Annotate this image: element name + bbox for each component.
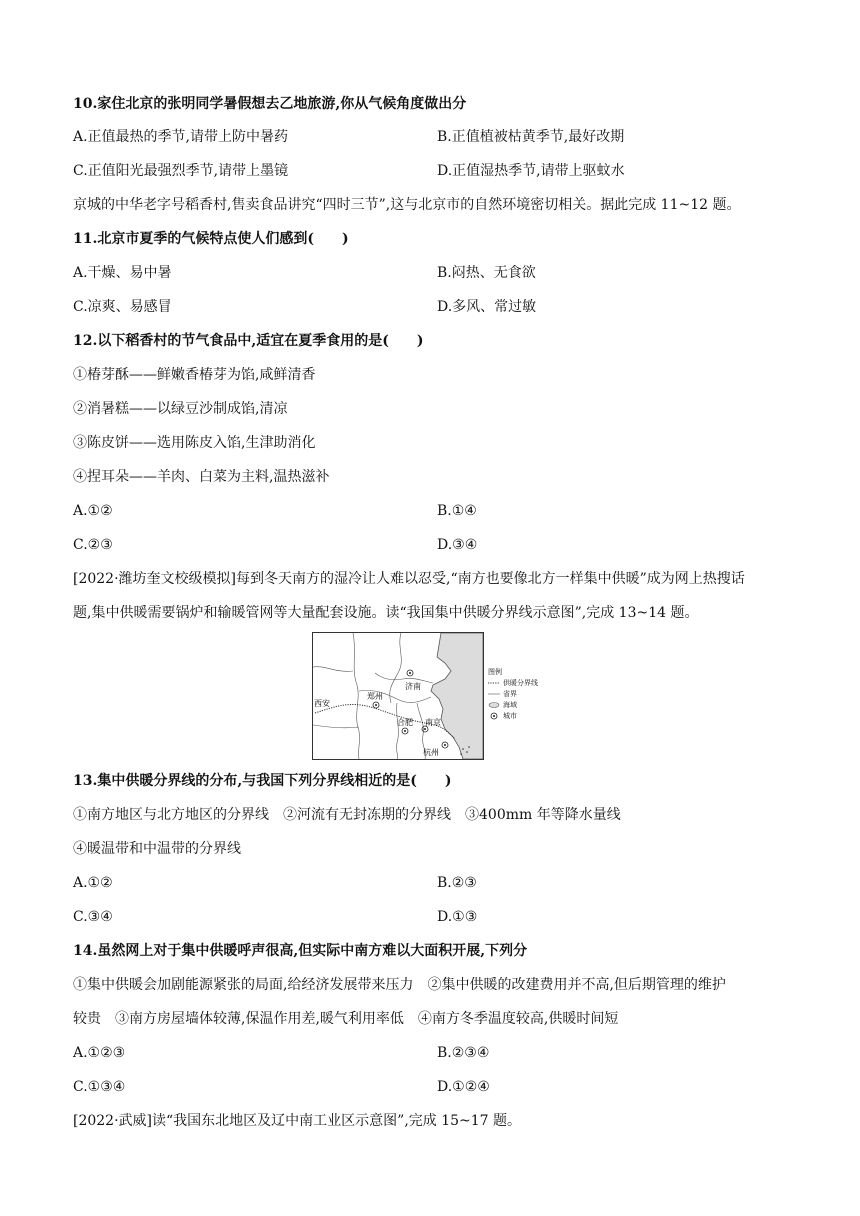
- q12-option-c: C.②③: [73, 537, 113, 553]
- q12-option-a: A.①②: [73, 503, 113, 519]
- q10-option-c: C.正值阳光最强烈季节,请带上墨镜: [73, 163, 289, 179]
- intro-13-14-line1: [2022·潍坊奎文校级模拟]每到冬天南方的湿冷让人难以忍受,“南方也要像北方一样集中供暖”成为网上热搜话: [73, 571, 745, 587]
- q12-option-b: B.①④: [437, 503, 477, 519]
- q14-option-b: B.②③④: [437, 1045, 490, 1061]
- q13-option-b: B.②③: [437, 875, 477, 891]
- q14-option-c: C.①③④: [73, 1079, 126, 1095]
- sea-area: [431, 633, 483, 759]
- city-nanjing: [422, 717, 441, 732]
- legend-province-border-label: 省界: [503, 689, 517, 698]
- city-label-xian: 西安: [314, 699, 330, 708]
- q13-stem: 13.集中供暖分界线的分布,与我国下列分界线相近的是( ): [73, 773, 452, 789]
- legend-sea: [488, 699, 538, 710]
- intro-15-17: [2022·武威]读“我国东北地区及辽中南工业区示意图”,完成 15~17 题。: [73, 1113, 522, 1129]
- map-frame: [312, 632, 484, 760]
- legend-title: 图例: [488, 667, 502, 676]
- map-legend: [488, 666, 538, 721]
- city-zhengzhou: [367, 691, 383, 708]
- q11-option-c: C.凉爽、易感冒: [73, 299, 172, 315]
- province-border-6: [396, 703, 398, 759]
- legend-province-border: [488, 688, 538, 699]
- q14-stem: 14.虽然网上对于集中供暖呼声很高,但实际中南方难以大面积开展,下列分: [73, 943, 528, 959]
- q11-option-b: B.闷热、无食欲: [437, 265, 536, 281]
- heating-boundary-map: [312, 632, 564, 760]
- q12-stem: 12.以下稻香村的节气食品中,适宜在夏季食用的是( ): [73, 333, 424, 349]
- q13-option-a: A.①②: [73, 875, 113, 891]
- city-label-hangzhou: 杭州: [423, 748, 439, 757]
- q14-line1: ①集中供暖会加剧能源紧张的局面,给经济发展带来压力 ②集中供暖的改建费用并不高,但后期管理的维护: [73, 977, 726, 993]
- q13-line1: ①南方地区与北方地区的分界线 ②河流有无封冻期的分界线 ③400mm 年等降水量线: [73, 807, 621, 823]
- city-hangzhou: [423, 742, 448, 757]
- sea-symbol: [488, 702, 500, 708]
- city-xian: [314, 698, 330, 708]
- map-svg: [313, 633, 483, 759]
- q14-option-d: D.①②④: [437, 1079, 490, 1095]
- q13-line2: ④暖温带和中温带的分界线: [73, 841, 241, 857]
- city-label-hefei: 合肥: [397, 718, 413, 727]
- q13-option-d: D.①③: [437, 909, 478, 925]
- q11-option-d: D.多风、常过敏: [437, 299, 537, 315]
- q12-item-1: ①椿芽酥——鲜嫩香椿芽为馅,咸鲜清香: [73, 367, 316, 383]
- q13-option-c: C.③④: [73, 909, 113, 925]
- q10-option-d: D.正值湿热季节,请带上驱蚊水: [437, 163, 625, 179]
- legend-sea-label: 海域: [503, 700, 517, 709]
- province-border-1: [353, 633, 360, 759]
- q12-option-d: D.③④: [437, 537, 478, 553]
- province-border-2: [390, 633, 402, 703]
- legend-city-label: 城市: [503, 711, 517, 720]
- q10-option-a: A.正值最热的季节,请带上防中暑药: [73, 129, 289, 145]
- q11-stem: 11.北京市夏季的气候特点使人们感到( ): [73, 231, 349, 247]
- city-label-zhengzhou: 郑州: [367, 692, 383, 701]
- city-label-nanjing: 南京: [425, 718, 441, 727]
- q12-item-4: ④捏耳朵——羊肉、白菜为主料,温热滋补: [73, 469, 330, 485]
- intro-13-14-line2: 题,集中供暖需要锅炉和输暖管网等大量配套设施。读“我国集中供暖分界线示意图”,完成 13~14 题。: [73, 605, 699, 621]
- q14-option-a: A.①②③: [73, 1045, 126, 1061]
- legend-heating-line: [488, 677, 538, 688]
- q14-line2: 较贵 ③南方房屋墙体较薄,保温作用差,暖气利用率低 ④南方冬季温度较高,供暖时间短: [73, 1011, 619, 1027]
- intro-11-12: 京城的中华老字号稻香村,售卖食品讲究“四时三节”,这与北京市的自然环境密切相关。据此完成 11~12 题。: [73, 197, 741, 213]
- q12-item-2: ②消暑糕——以绿豆沙制成馅,清凉: [73, 401, 288, 417]
- city-hefei: [397, 717, 413, 734]
- city-jinan: [405, 670, 421, 691]
- city-symbol: [488, 712, 500, 720]
- q12-item-3: ③陈皮饼——选用陈皮入馅,生津助消化: [73, 435, 316, 451]
- province-border-symbol: [488, 691, 500, 697]
- province-border-4: [375, 673, 433, 683]
- q10-stem: 10.家住北京的张明同学暑假想去乙地旅游,你从气候角度做出分: [73, 96, 467, 112]
- legend-heating-line-label: 供暖分界线: [503, 678, 538, 687]
- legend-city: [488, 710, 538, 721]
- heating-line-symbol: [488, 680, 500, 686]
- province-border-5: [313, 667, 353, 672]
- q11-option-a: A.干燥、易中暑: [73, 265, 172, 281]
- province-border-8: [313, 725, 359, 728]
- q10-option-b: B.正值植被枯黄季节,最好改期: [437, 129, 625, 145]
- city-label-jinan: 济南: [405, 682, 421, 691]
